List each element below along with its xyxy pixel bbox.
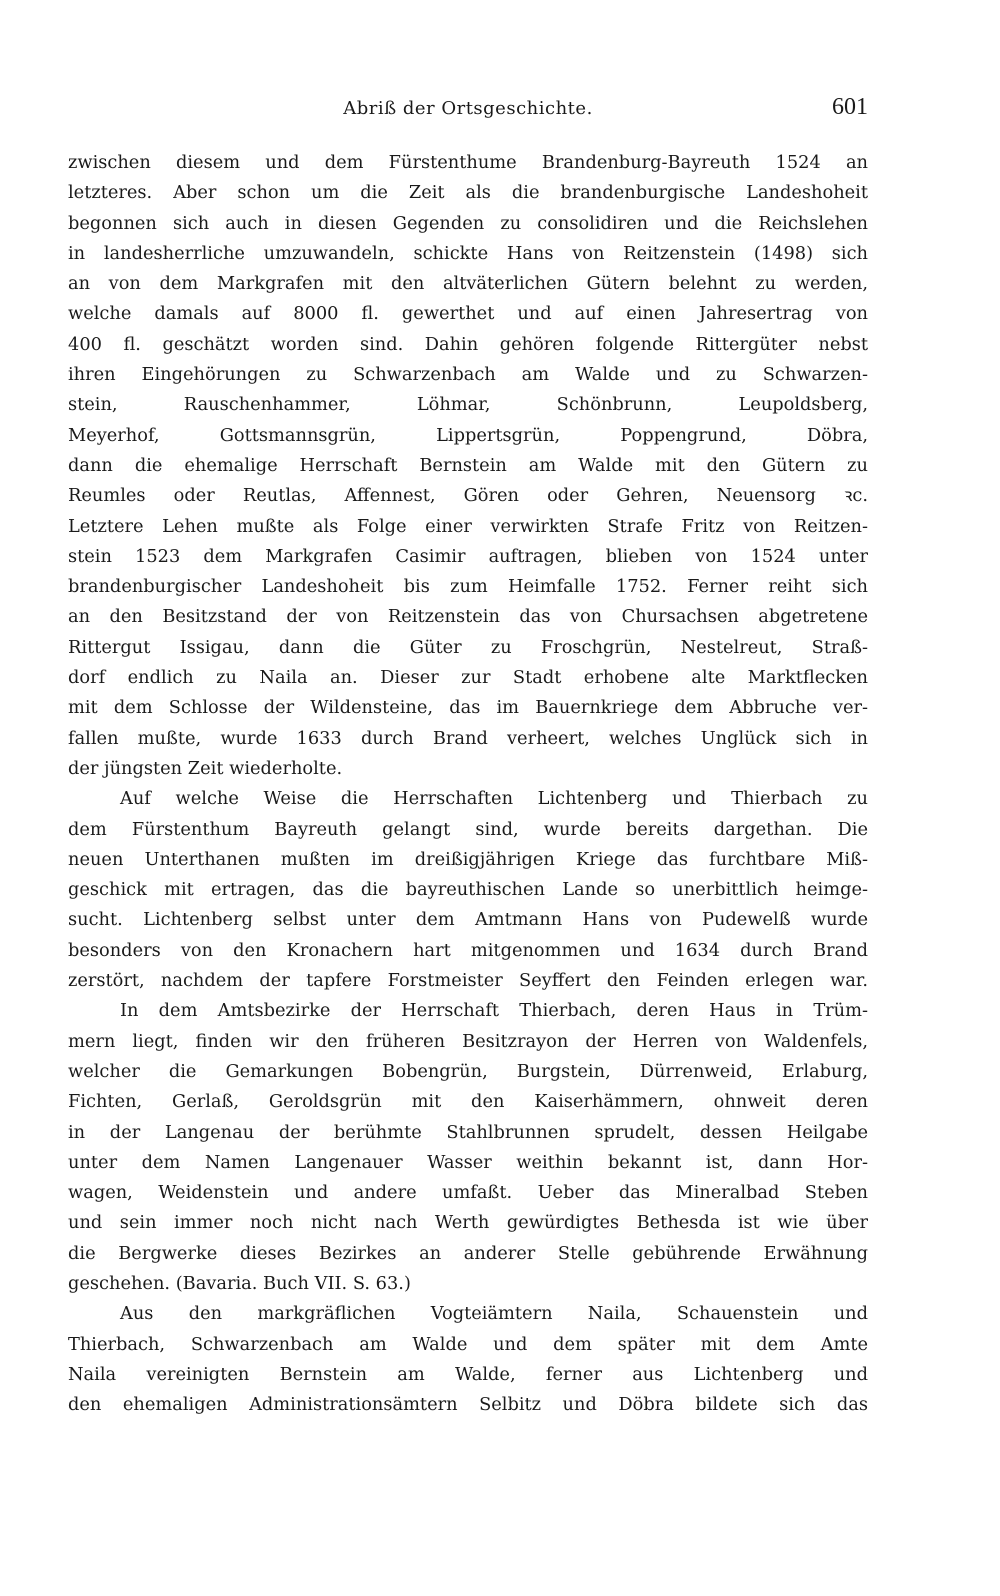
paragraph-start-line: In dem Amtsbezirke der Herrschaft Thierbach, deren Haus in Trüm- [120, 1000, 868, 1022]
text-line: und sein immer noch nicht nach Werth gewürdigtes Bethesda ist wie über [68, 1212, 868, 1234]
text-line: stein, Rauschenhammer, Löhmar, Schönbrunn, Leupoldsberg, [68, 394, 868, 416]
text-line: welche damals auf 8000 fl. gewerthet und auf einen Jahresertrag von [68, 303, 868, 325]
text-line: Meyerhof, Gottsmannsgrün, Lippertsgrün, Poppengrund, Döbra, [68, 424, 868, 446]
text-line: sucht. Lichtenberg selbst unter dem Amtmann Hans von Pudewelß wurde [68, 909, 868, 931]
text-line: in landesherrliche umzuwandeln, schickte Hans von Reitzenstein (1498) sich [68, 242, 868, 264]
running-header [68, 94, 868, 132]
text-line: in der Langenau der berühmte Stahlbrunnen sprudelt, dessen Heilgabe [68, 1121, 868, 1143]
text-line: fallen mußte, wurde 1633 durch Brand verheert, welches Unglück sich in [68, 727, 868, 749]
text-line: Fichten, Gerlaß, Geroldsgrün mit den Kaiserhämmern, ohnweit deren [68, 1091, 868, 1113]
text-line: stein 1523 dem Markgrafen Casimir auftragen, blieben von 1524 unter [68, 545, 868, 567]
paragraph-end-line: der jüngsten Zeit wiederholte. [68, 757, 343, 779]
running-title: Abriß der Ortsgeschichte. [343, 98, 593, 119]
text-line: ihren Eingehörungen zu Schwarzenbach am Walde und zu Schwarzen- [68, 364, 868, 386]
text-line: Letztere Lehen mußte als Folge einer verwirkten Strafe Fritz von Reitzen- [68, 515, 868, 537]
text-line: wagen, Weidenstein und andere umfaßt. Ueber das Mineralbad Steben [68, 1182, 868, 1204]
text-line: Naila vereinigten Bernstein am Walde, ferner aus Lichtenberg und [68, 1363, 868, 1385]
text-line: dorf endlich zu Naila an. Dieser zur Stadt erhobene alte Marktflecken [68, 667, 868, 689]
text-line: neuen Unterthanen mußten im dreißigjährigen Kriege das furchtbare Miß- [68, 848, 868, 870]
page-number: 601 [832, 94, 868, 120]
text-line: besonders von den Kronachern hart mitgenommen und 1634 durch Brand [68, 939, 868, 961]
text-line: brandenburgischer Landeshoheit bis zum Heimfalle 1752. Ferner reiht sich [68, 576, 868, 598]
text-line: Reumles oder Reutlas, Affennest, Gören oder Gehren, Neuensorg ꝛc. [68, 485, 868, 507]
text-line: letzteres. Aber schon um die Zeit als die brandenburgische Landeshoheit [68, 182, 868, 204]
text-line: geschick mit ertragen, das die bayreuthischen Lande so unerbittlich heimge- [68, 879, 868, 901]
text-line: zerstört, nachdem der tapfere Forstmeister Seyffert den Feinden erlegen war. [68, 970, 868, 992]
text-line: dann die ehemalige Herrschaft Bernstein am Walde mit den Gütern zu [68, 454, 868, 476]
paragraph-start-line: Auf welche Weise die Herrschaften Lichtenberg und Thierbach zu [120, 788, 868, 810]
body-text [68, 148, 868, 1420]
text-line: an von dem Markgrafen mit den altväterlichen Gütern belehnt zu werden, [68, 273, 868, 295]
text-line: an den Besitzstand der von Reitzenstein das von Chursachsen abgetretene [68, 606, 868, 628]
text-line: 400 fl. geschätzt worden sind. Dahin gehören folgende Rittergüter nebst [68, 333, 868, 355]
text-line: begonnen sich auch in diesen Gegenden zu consolidiren und die Reichslehen [68, 212, 868, 234]
text-line: dem Fürstenthum Bayreuth gelangt sind, wurde bereits dargethan. Die [68, 818, 868, 840]
paragraph-end-line: geschehen. (Bavaria. Buch VII. S. 63.) [68, 1272, 411, 1294]
text-line: unter dem Namen Langenauer Wasser weithin bekannt ist, dann Hor- [68, 1151, 868, 1173]
text-line: welcher die Gemarkungen Bobengrün, Burgstein, Dürrenweid, Erlaburg, [68, 1060, 868, 1082]
text-line: die Bergwerke dieses Bezirkes an anderer Stelle gebührende Erwähnung [68, 1242, 868, 1264]
text-line: den ehemaligen Administrationsämtern Selbitz und Döbra bildete sich das [68, 1394, 868, 1416]
text-line: Rittergut Issigau, dann die Güter zu Froschgrün, Nestelreut, Straß- [68, 636, 868, 658]
paragraph-start-line: Aus den markgräflichen Vogteiämtern Naila, Schauenstein und [120, 1303, 868, 1325]
text-line: zwischen diesem und dem Fürstenthume Brandenburg-Bayreuth 1524 an [68, 152, 868, 173]
text-line: mit dem Schlosse der Wildensteine, das im Bauernkriege dem Abbruche ver- [68, 697, 868, 719]
text-line: mern liegt, finden wir den früheren Besitzrayon der Herren von Waldenfels, [68, 1030, 868, 1052]
text-line: Thierbach, Schwarzenbach am Walde und dem später mit dem Amte [68, 1333, 868, 1355]
